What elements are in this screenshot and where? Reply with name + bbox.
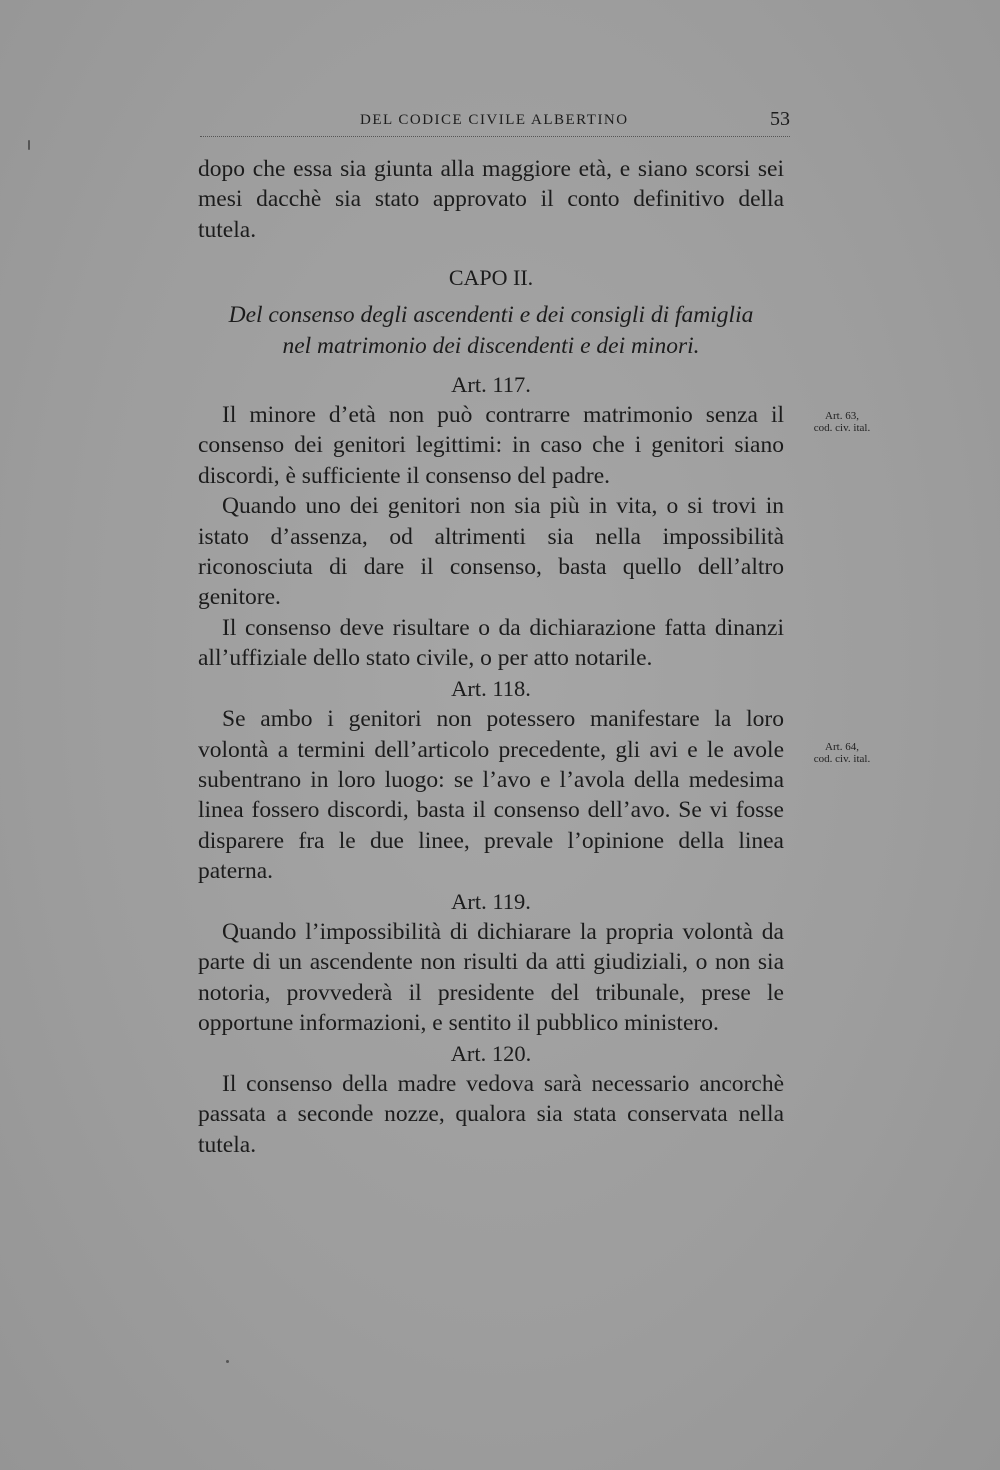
article-118-paragraph-1: Se ambo i genitori non potessero manifestare la loro volontà a termini dell’articolo precedente, gli avi e le avole subentrano in loro luogo: se l’avo e l’avola della medesima linea fossero discordi, basta il consenso dell’avo. Se vi fosse disparere fra le due linee, prevale l’opinione della linea paterna.	[198, 706, 784, 885]
paper-speck	[28, 140, 30, 150]
chapter-title-line2: nel matrimonio dei discendenti e dei minori.	[282, 332, 700, 359]
chapter-title-line1: Del consenso degli ascendenti e dei consigli di famiglia	[228, 301, 754, 328]
page-header	[200, 104, 790, 137]
article-118-heading: Art. 118.	[451, 675, 531, 701]
chapter-label: CAPO II.	[448, 265, 534, 291]
margin-note-art-63	[794, 410, 890, 434]
running-title: DEL CODICE CIVILE ALBERTINO	[360, 112, 629, 128]
page-number: 53	[770, 108, 790, 130]
article-117-paragraph-2: Quando uno dei genitori non sia più in vita, o si trovi in istato d’assenza, od altrimenti sia nella impossibilità riconosciuta di dare il consenso, basta quello dell’altro genitore.	[198, 493, 784, 611]
page-body	[198, 154, 784, 1160]
margin-note-art-63-line1: Art. 63,	[825, 410, 859, 422]
article-119-heading: Art. 119.	[451, 888, 531, 914]
article-117-paragraph-1: Il minore d’età non può contrarre matrimonio senza il consenso dei genitori legittimi: in caso che i genitori siano discordi, è sufficiente il consenso del padre.	[198, 402, 784, 489]
article-119-paragraph-1: Quando l’impossibilità di dichiarare la propria volontà da parte di un ascendente non risulti da atti giudiziali, o non sia notoria, provvederà il presidente del tribunale, prese le opportune informazioni, e sentito il pubblico ministero.	[198, 918, 784, 1037]
margin-note-art-64-line1: Art. 64,	[825, 741, 859, 753]
article-120-heading: Art. 120.	[450, 1040, 532, 1066]
article-117-heading: Art. 117.	[451, 371, 531, 397]
article-117-paragraph-3: Il consenso deve risultare o da dichiarazione fatta dinanzi all’uffiziale dello stato civile, o per atto notarile.	[198, 614, 784, 672]
margin-note-art-63-line2: cod. civ. ital.	[813, 422, 871, 434]
paper-speck	[226, 1360, 229, 1363]
intro-paragraph: dopo che essa sia giunta alla maggiore età, e siano scorsi sei mesi dacchè sia stato approvato il conto definitivo della tutela.	[198, 156, 784, 243]
chapter-title	[198, 300, 784, 362]
margin-note-art-64-line2: cod. civ. ital.	[813, 753, 871, 765]
margin-note-art-64	[794, 741, 890, 765]
article-120-paragraph-1: Il consenso della madre vedova sarà necessario ancorchè passata a seconde nozze, qualora sia stata conservata nella tutela.	[198, 1070, 784, 1158]
